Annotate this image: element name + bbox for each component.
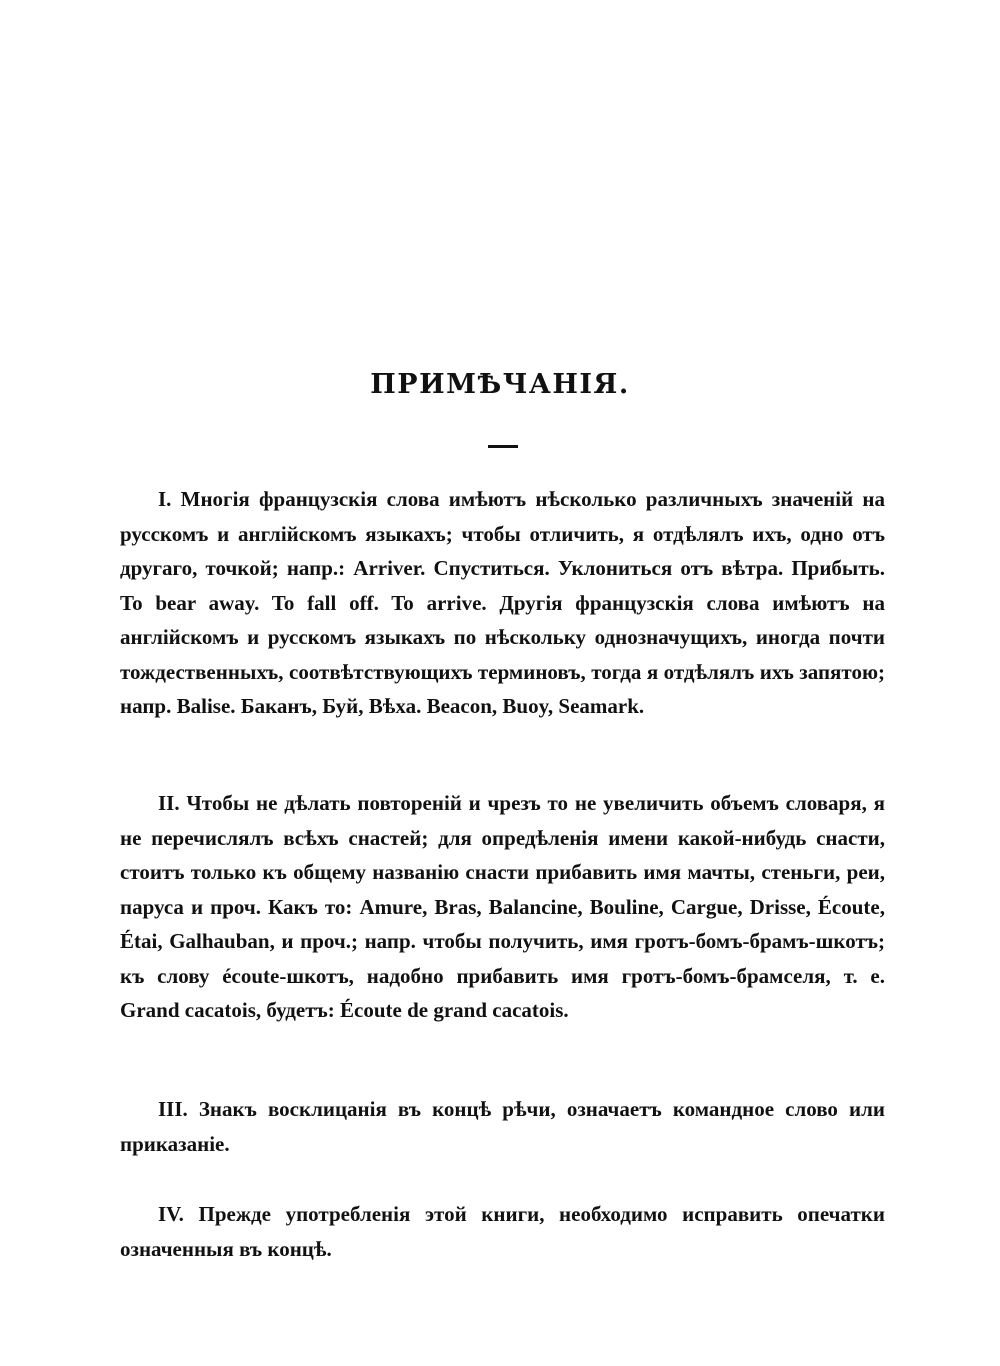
note-1-paragraph: I. Многія французскія слова имѣютъ нѣсколько различныхъ значеній на русскомъ и англійскомъ языкахъ; чтобы отличить, я отдѣлялъ ихъ, одно отъ другаго, точкой; напр.: Arriver. Спуститься. Уклониться отъ вѣтра. Прибыть. To bear away. To fall off. To arrive. Другія французскія слова имѣютъ на англійскомъ и русскомъ языкахъ по нѣскольку однозначущихъ, иногда почти тождественныхъ, соотвѣтствующихъ терминовъ, тогда я отдѣлялъ ихъ запятою; напр. Balise. Баканъ, Буй, Вѣха. Beacon, Buoy, Seamark. xyxy=(120,487,885,718)
title-divider xyxy=(488,445,518,448)
note-4-paragraph: IV. Прежде употребленія этой книги, необходимо исправить опечатки означенныя въ концѣ. xyxy=(120,1202,885,1261)
page-title: ПРИМѢЧАНІЯ. xyxy=(370,369,630,400)
note-2-paragraph: II. Чтобы не дѣлать повтореній и чрезъ то не увеличить объемъ словаря, я не перечислялъ всѣхъ снастей; для опредѣленія имени какой-нибудь снасти, стоитъ только къ общему названію снасти прибавить имя мачты, стеньги, реи, паруса и проч. Какъ то: Amure, Bras, Balancine, Bouline, Cargue, Drisse, Écoute, Étai, Galhauban, и проч.; напр. чтобы получить, имя гротъ-бомъ-брамъ-шкотъ; къ слову écoute-шкотъ, надобно прибавить имя гротъ-бомъ-брамселя, т. е. Grand cacatois, будетъ: Écoute de grand cacatois. xyxy=(120,791,885,1022)
note-3-paragraph: III. Знакъ восклицанія въ концѣ рѣчи, означаетъ командное слово или приказаніе. xyxy=(120,1097,885,1156)
